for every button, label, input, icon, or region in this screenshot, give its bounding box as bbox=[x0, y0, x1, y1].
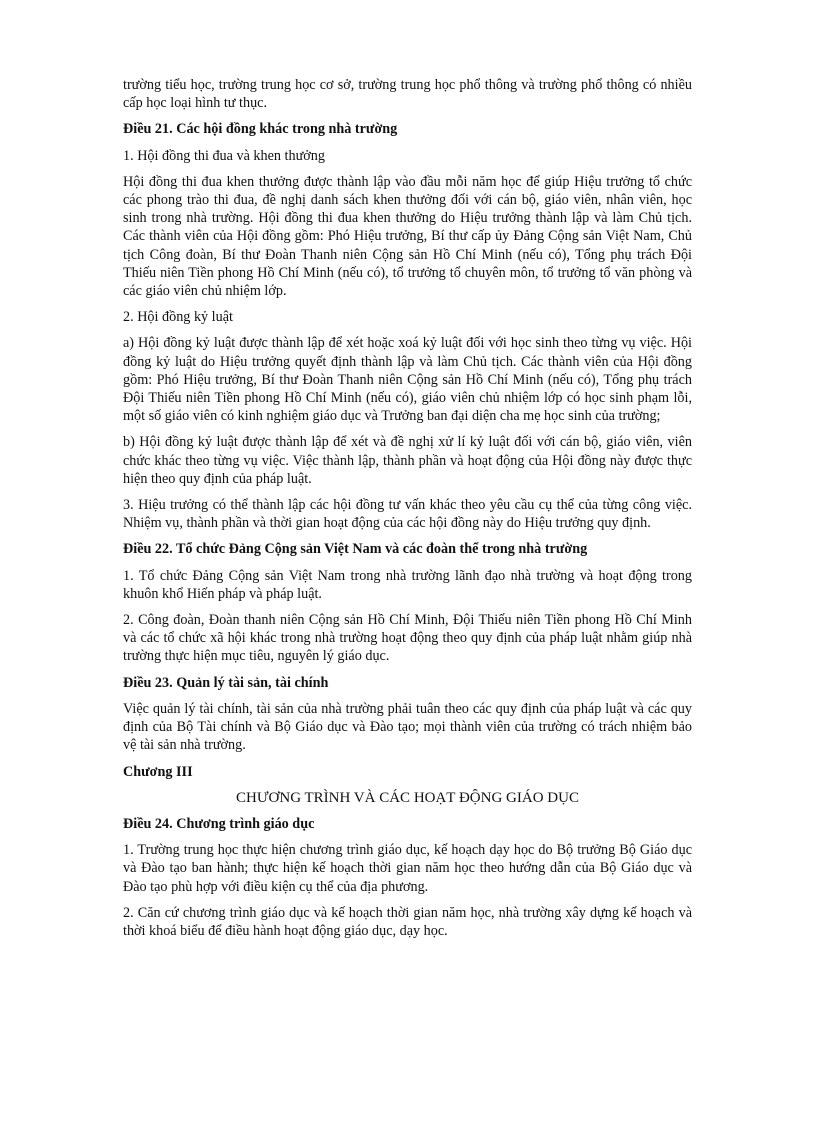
document-page bbox=[123, 76, 692, 948]
paragraph-continuation: trường tiểu học, trường trung học cơ sở, trường trung học phổ thông và trường phổ thông có nhiều cấp học loại hình tư thục. bbox=[123, 77, 692, 112]
article-22-clause-2: 2. Công đoàn, Đoàn thanh niên Cộng sản Hồ Chí Minh, Đội Thiếu niên Tiền phong Hồ Chí Minh và các tổ chức xã hội khác trong nhà trường hoạt động theo quy định của pháp luật nhằm giúp nhà trường thực hiện mục tiêu, nguyên lý giáo dục. bbox=[123, 612, 692, 665]
clause-2-title: 2. Hội đồng kỷ luật bbox=[123, 309, 233, 326]
clause-1-title: 1. Hội đồng thi đua và khen thưởng bbox=[123, 147, 325, 164]
article-21-heading: Điều 21. Các hội đồng khác trong nhà trường bbox=[123, 121, 398, 138]
article-23-body: Việc quản lý tài chính, tài sản của nhà trường phải tuân theo các quy định của pháp luật và các quy định của Bộ Tài chính và Bộ Giáo dục và Đào tạo; mọi thành viên của trường có trách nhiệm bảo vệ tài sản nhà trường. bbox=[123, 700, 692, 754]
clause-2b-body: b) Hội đồng kỷ luật được thành lập để xét và đề nghị xử lí kỷ luật đối với cán bộ, giáo viên, viên chức khác theo từng vụ việc. Việc thành lập, thành phần và hoạt động của Hội đồng này được thực hiện theo quy định của pháp luật. bbox=[123, 434, 692, 487]
article-23-heading: Điều 23. Quản lý tài sản, tài chính bbox=[123, 674, 329, 691]
article-22-heading: Điều 22. Tổ chức Đảng Cộng sản Việt Nam và các đoàn thể trong nhà trường bbox=[123, 541, 588, 558]
clause-1-body: Hội đồng thi đua khen thưởng được thành lập vào đầu mỗi năm học để giúp Hiệu trưởng tổ chức các phong trào thi đua, đề nghị danh sách khen thưởng đối với cán bộ, giáo viên, nhân viên, học sinh trong nhà trường. Hội đồng thi đua khen thưởng do Hiệu trưởng thành lập và làm Chủ tịch. Các thành viên của Hội đồng gồm: Phó Hiệu trưởng, Bí thư cấp ủy Đảng Cộng sản Việt Nam, Chủ tịch Công đoàn, Bí thư Đoàn Thanh niên Cộng sản Hồ Chí Minh (nếu có), Tổng phụ trách Đội Thiếu niên Tiền phong Hồ Chí Minh (nếu có), tổ trưởng tổ chuyên môn, tổ trưởng tổ văn phòng và các giáo viên chủ nhiệm lớp. bbox=[123, 173, 692, 300]
article-24-clause-1: 1. Trường trung học thực hiện chương trình giáo dục, kế hoạch dạy học do Bộ trưởng Bộ Giáo dục và Đào tạo ban hành; thực hiện kế hoạch thời gian năm học theo hướng dẫn của Bộ Giáo dục và Đào tạo phù hợp với điều kiện cụ thể của địa phương. bbox=[123, 842, 692, 895]
chapter-label: Chương III bbox=[123, 763, 193, 780]
article-24-heading: Điều 24. Chương trình giáo dục bbox=[123, 815, 315, 832]
article-22-clause-1: 1. Tổ chức Đảng Cộng sản Việt Nam trong nhà trường lãnh đạo nhà trường và hoạt động trong khuôn khổ Hiến pháp và pháp luật. bbox=[123, 567, 692, 602]
clause-3-body: 3. Hiệu trưởng có thể thành lập các hội đồng tư vấn khác theo yêu cầu cụ thể của từng công việc. Nhiệm vụ, thành phần và thời gian hoạt động của các hội đồng này do Hiệu trưởng quy định. bbox=[123, 497, 692, 532]
article-24-clause-2: 2. Căn cứ chương trình giáo dục và kế hoạch thời gian năm học, nhà trường xây dựng kế hoạch và thời khoá biểu để điều hành hoạt động giáo dục, dạy học. bbox=[123, 904, 692, 939]
clause-2a-body: a) Hội đồng kỷ luật được thành lập để xét hoặc xoá kỷ luật đối với học sinh theo từng vụ việc. Hội đồng kỷ luật do Hiệu trưởng quyết định thành lập và làm Chủ tịch. Các thành viên của Hội đồng gồm: Phó Hiệu trưởng, Bí thư Đoàn Thanh niên Cộng sản Hồ Chí Minh (nếu có), Tổng phụ trách Đội Thiếu niên Tiền phong Hồ Chí Minh (nếu có), giáo viên chủ nhiệm lớp có học sinh phạm lỗi, một số giáo viên có kinh nghiệm giáo dục và Trưởng ban đại diện cha mẹ học sinh của trường; bbox=[123, 335, 692, 425]
chapter-title: CHƯƠNG TRÌNH VÀ CÁC HOẠT ĐỘNG GIÁO DỤC bbox=[236, 789, 579, 806]
